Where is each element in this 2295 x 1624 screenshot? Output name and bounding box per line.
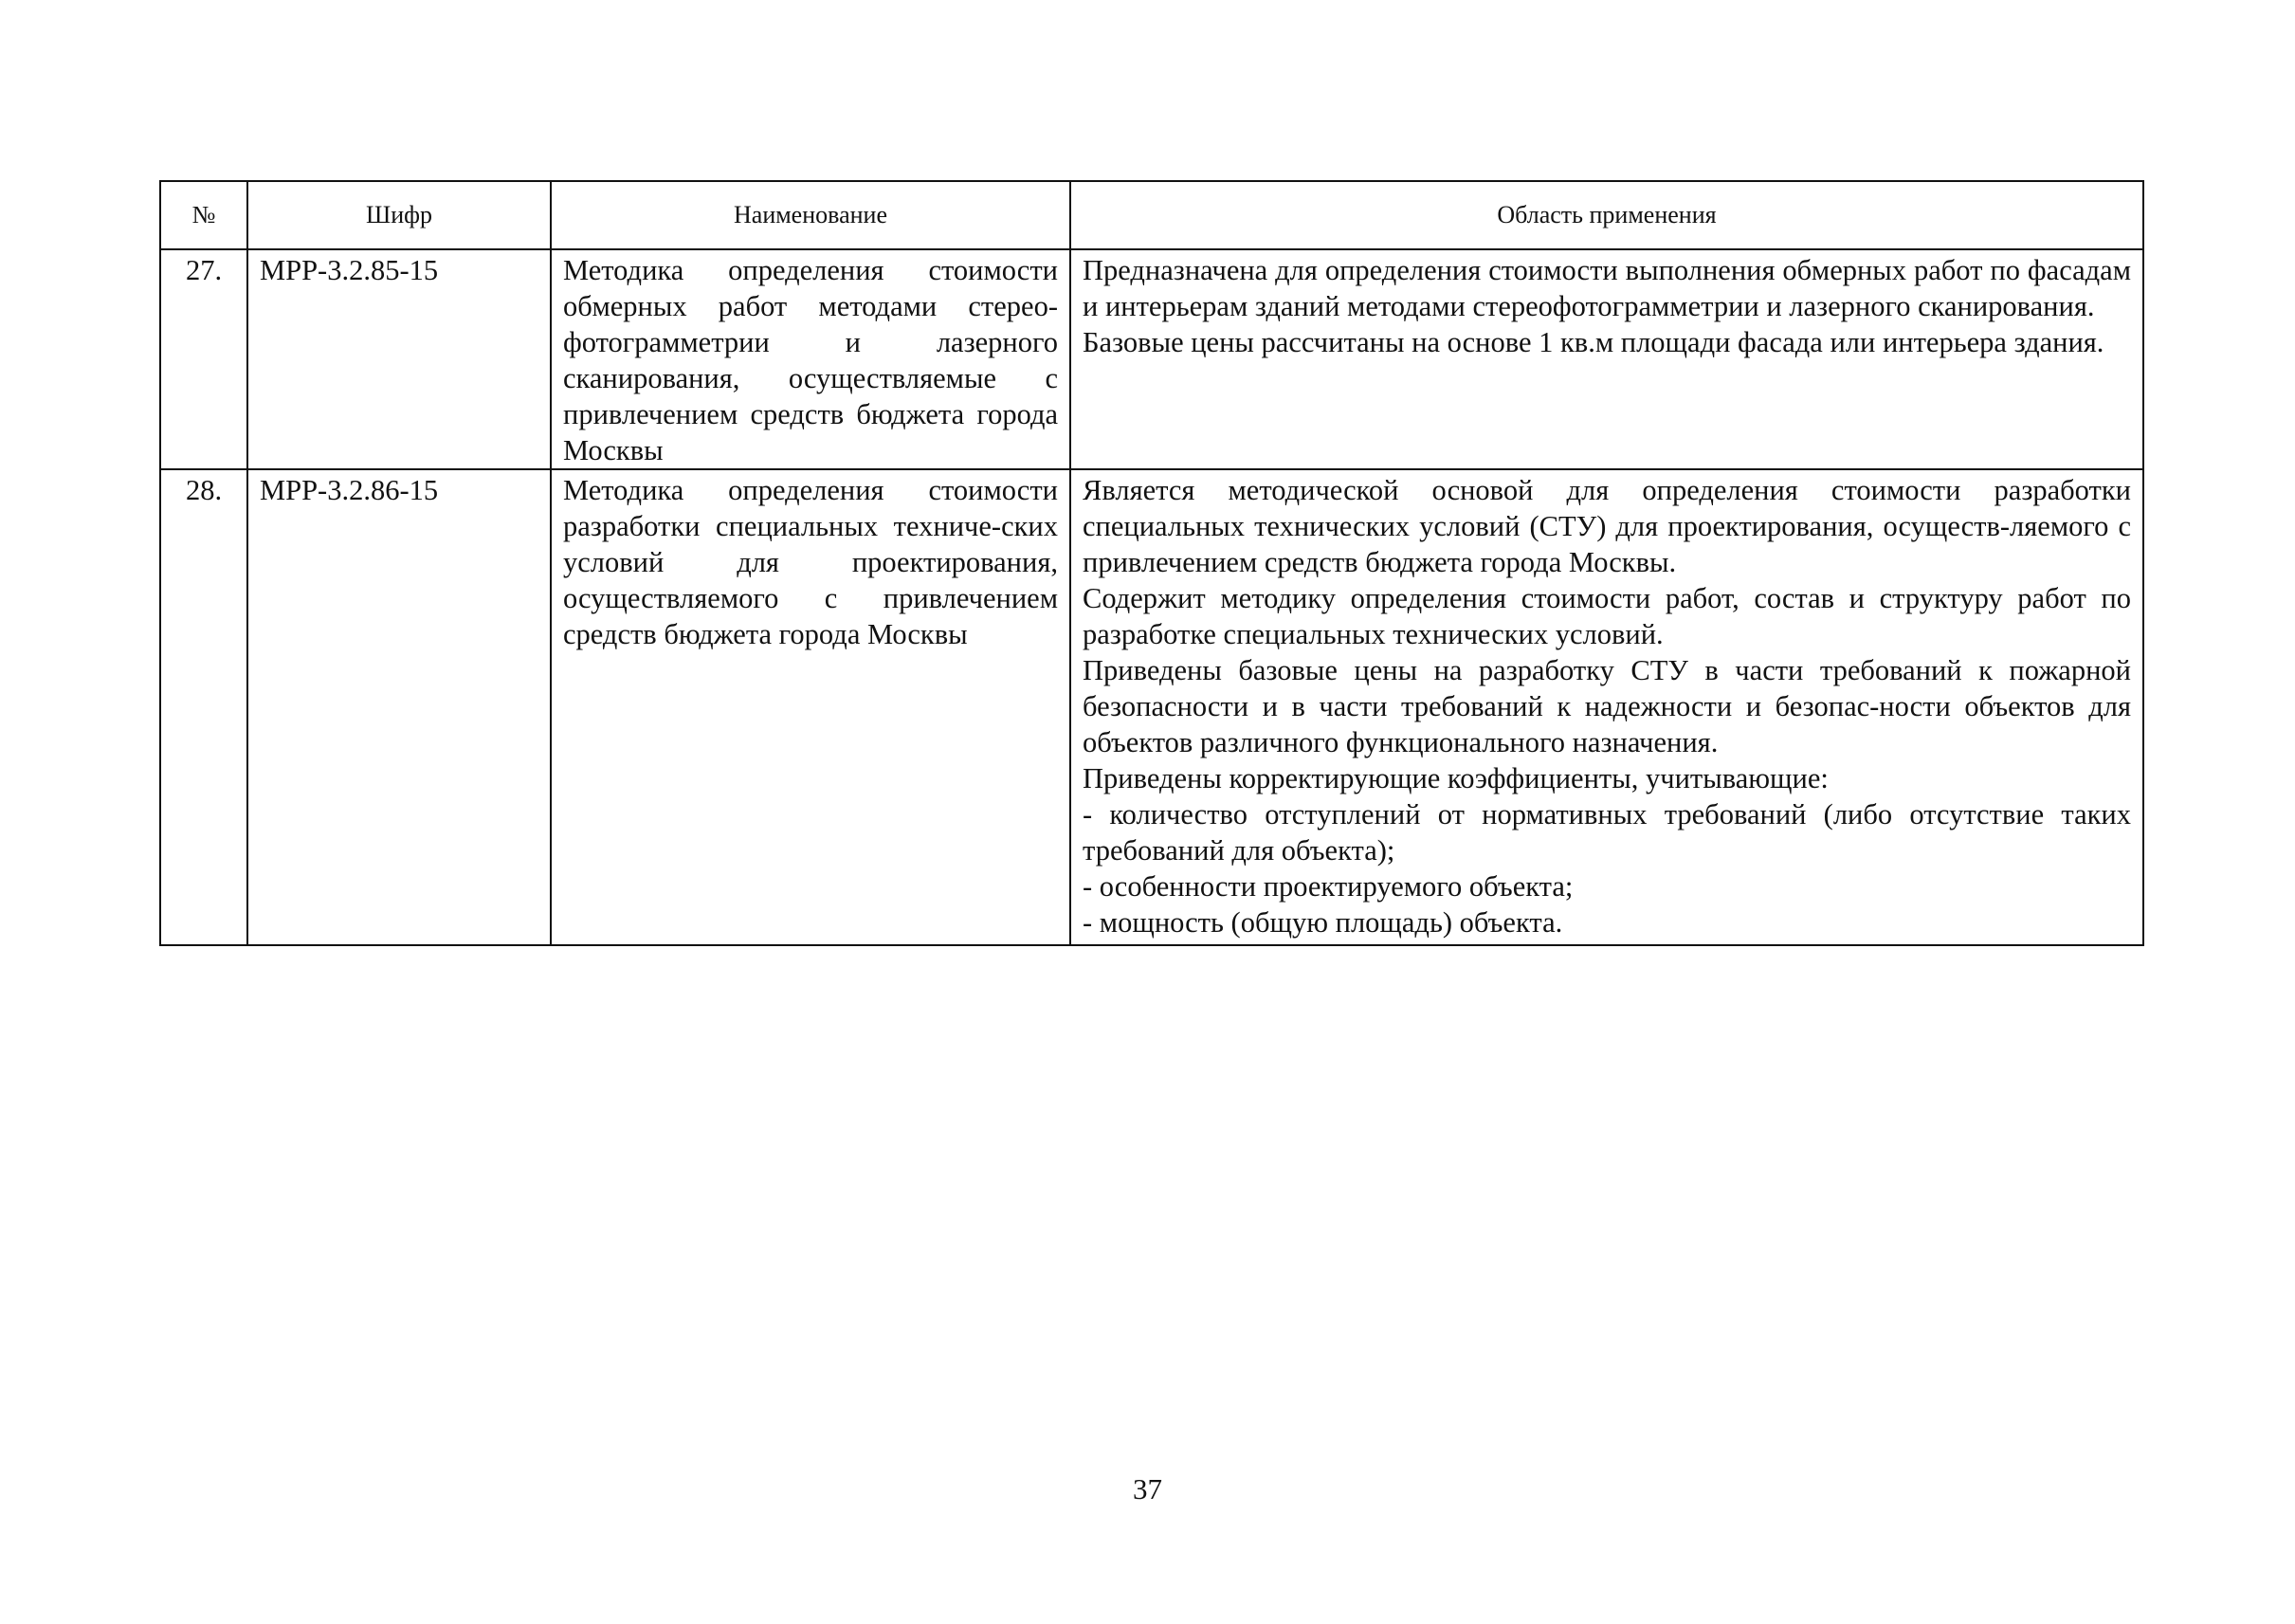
scope-paragraph: Содержит методику определения стоимости работ, состав и структуру работ по разработке специальных технических условий. [1083,582,2131,650]
scope-paragraph: Приведены корректирующие коэффициенты, учитывающие: [1083,762,1829,794]
row-number: 28. [160,469,247,945]
header-row [160,181,2143,249]
page-number: 37 [1133,1472,1162,1505]
scope-paragraph: Базовые цены рассчитаны на основе 1 кв.м площади фасада или интерьера здания. [1083,326,2104,358]
row-scope [1070,469,2143,945]
scope-list-item: - особенности проектируемого объекта; [1083,870,1574,903]
table-header [160,181,2143,249]
row-name: Методика определения стоимости обмерных работ методами стерео-фотограмметрии и лазерного сканирования, осуществляемые с привлечением средств бюджета города Москвы [551,249,1070,469]
table-row [160,469,2143,945]
scope-list-item: - количество отступлений от нормативных требований (либо отсутствие таких требований для объекта); [1083,798,2131,867]
header-scope: Область применения [1070,181,2143,249]
header-number: № [160,181,247,249]
row-code: МРР-3.2.86-15 [247,469,551,945]
scope-paragraph: Приведены базовые цены на разработку СТУ в части требований к пожарной безопасности и в части требований к надежности и безопас-ности объектов для объектов различного функционального назначения. [1083,654,2131,758]
header-name: Наименование [551,181,1070,249]
scope-paragraph: Предназначена для определения стоимости выполнения обмерных работ по фасадам и интерьерам зданий методами стереофотограмметрии и лазерного сканирования. [1083,254,2131,322]
table-row [160,249,2143,469]
row-number: 27. [160,249,247,469]
row-code: МРР-3.2.85-15 [247,249,551,469]
scope-list-item: - мощность (общую площадь) объекта. [1083,906,1563,939]
row-scope [1070,249,2143,469]
row-name: Методика определения стоимости разработки специальных техниче-ских условий для проектирования, осуществляемого с привлечением средств бюджета города Москвы [551,469,1070,945]
methodology-table [159,180,2144,946]
scope-paragraph: Является методической основой для определения стоимости разработки специальных технических условий (СТУ) для проектирования, осуществ-ляемого с привлечением средств бюджета города Москвы. [1083,474,2131,578]
header-code: Шифр [247,181,551,249]
